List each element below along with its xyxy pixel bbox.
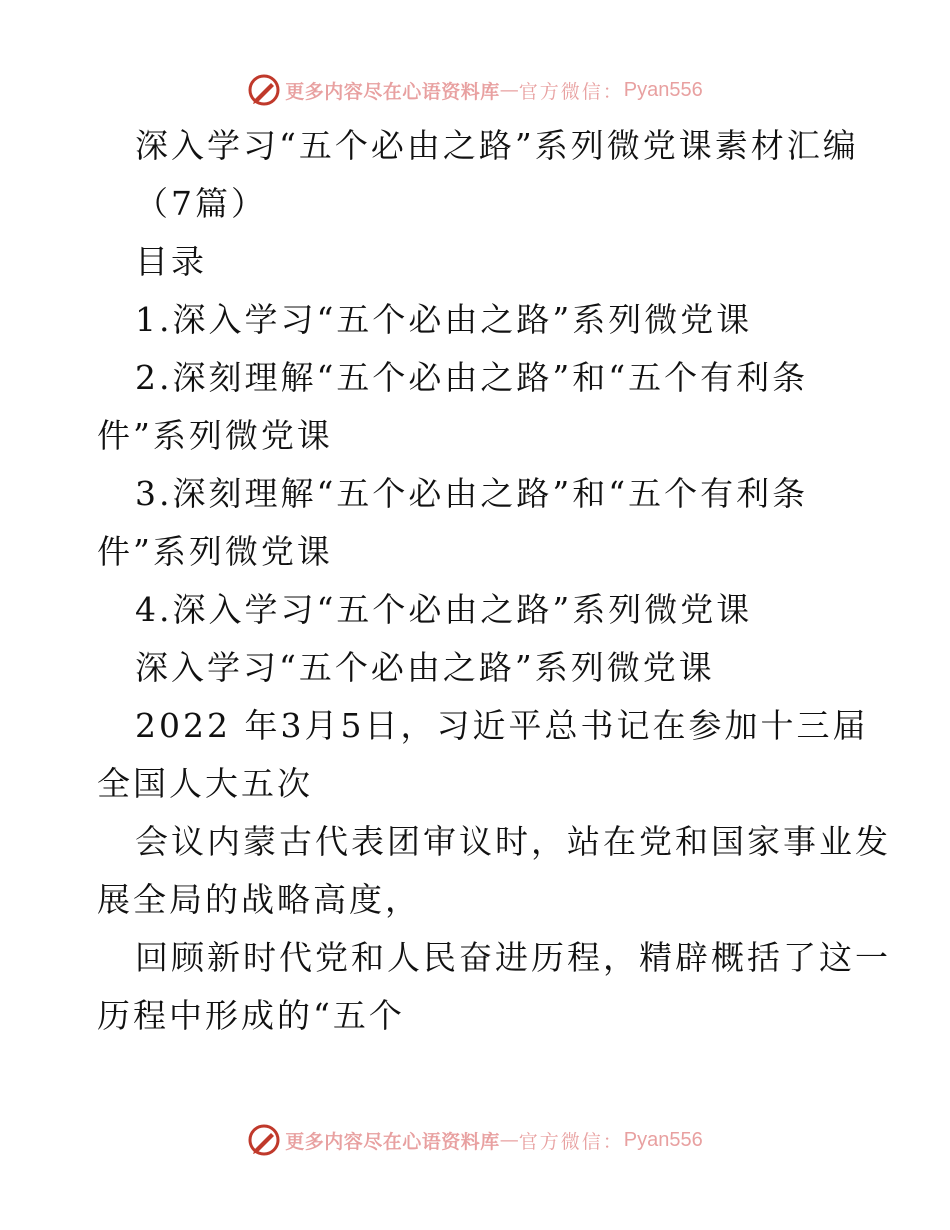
watermark-dash: — [499, 1129, 519, 1151]
paragraph-line: 回顾新时代党和人民奋进历程，精辟概括了这一 [135, 938, 891, 977]
paragraph-line: 展全局的战略高度， [97, 880, 421, 919]
watermark-site-text: 更多内容尽在心语资料库 [285, 1130, 500, 1153]
paragraph-line: 全国人大五次 [97, 764, 313, 803]
section-heading: 深入学习“五个必由之路”系列微党课 [135, 648, 715, 687]
paragraph-line: 会议内蒙古代表团审议时，站在党和国家事业发 [135, 822, 891, 861]
watermark-wechat-id: Pyan556 [623, 1128, 703, 1151]
toc-item-continuation: 件”系列微党课 [97, 532, 333, 571]
header-watermark [0, 70, 950, 110]
document-body [97, 117, 891, 1045]
paragraph-line: 历程中形成的“五个 [97, 996, 405, 1035]
toc-heading: 目录 [135, 242, 207, 281]
paragraph-line: 2022 年3月5日，习近平总书记在参加十三届 [135, 706, 869, 745]
watermark-wechat-id: Pyan556 [623, 78, 703, 101]
watermark-dash: — [499, 79, 519, 101]
pen-logo-icon [247, 1123, 281, 1157]
toc-item: 1.深入学习“五个必由之路”系列微党课 [135, 300, 753, 339]
document-title: 深入学习“五个必由之路”系列微党课素材汇编 [135, 126, 859, 165]
document-subtitle: （7篇） [135, 184, 267, 223]
watermark-official-label: 官方微信： [518, 1130, 624, 1153]
toc-item: 3.深刻理解“五个必由之路”和“五个有利条 [135, 474, 809, 513]
toc-item: 2.深刻理解“五个必由之路”和“五个有利条 [135, 358, 809, 397]
pen-logo-icon [247, 73, 281, 107]
watermark-official-label: 官方微信： [518, 80, 624, 103]
toc-item: 4.深入学习“五个必由之路”系列微党课 [135, 590, 753, 629]
toc-item-continuation: 件”系列微党课 [97, 416, 333, 455]
watermark-site-text: 更多内容尽在心语资料库 [285, 80, 500, 103]
footer-watermark [0, 1120, 950, 1160]
